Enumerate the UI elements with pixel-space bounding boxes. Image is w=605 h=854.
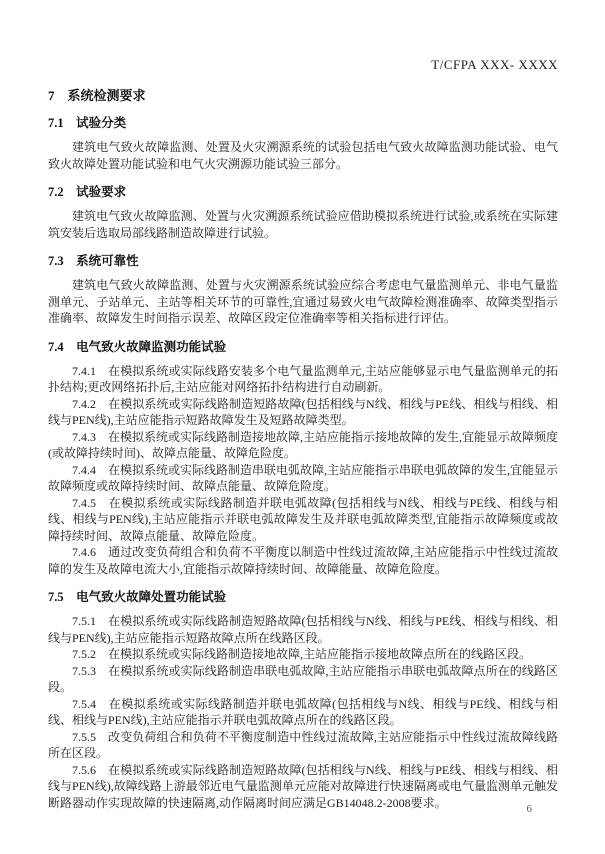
chapter-heading: 7 系统检测要求 bbox=[48, 88, 146, 103]
paragraph-7-4-6: 7.4.6 通过改变负荷组合和负荷不平衡度以制造中性线过流故障,主站应能指示中性线过流故障的发生及故障电流大小,宜能指示故障持续时间、故障能量、故障危险度。 bbox=[48, 545, 558, 576]
paragraph-7-5-1: 7.5.1 在模拟系统或实际线路制造短路故障(包括相线与N线、相线与PE线、相线与相线、相线与PEN线),主站应能指示短路故障点所在线路区段。 bbox=[48, 614, 558, 645]
page-number: 6 bbox=[526, 803, 532, 815]
paragraph-7-5-5: 7.5.5 改变负荷组合和负荷不平衡度制造中性线过流故障,主站应能指示中性线过流故障线路所在区段。 bbox=[48, 729, 558, 760]
section-heading-7-3: 7.3 系统可靠性 bbox=[48, 254, 139, 268]
document-content bbox=[48, 0, 558, 811]
section-heading-7-5: 7.5 电气致火故障处置功能试验 bbox=[48, 590, 227, 604]
paragraph-7-4-2: 7.4.2 在模拟系统或实际线路制造短路故障(包括相线与N线、相线与PE线、相线与相线、相线与PEN线),主站应能指示短路故障发生及短路故障类型。 bbox=[48, 396, 558, 427]
paragraph: 建筑电气致火故障监测、处置与火灾溯源系统试验应综合考虑电气量监测单元、非电气量监测单元、子站单元、主站等相关环节的可靠性,宜通过易致火电气故障检测准确率、故障类型指示准确率、故障发生时间指示误差、故障区段定位准确率等相关指标进行评估。 bbox=[48, 278, 558, 325]
section-heading-7-4: 7.4 电气致火故障监测功能试验 bbox=[48, 339, 227, 354]
paragraph-7-4-3: 7.4.3 在模拟系统或实际线路制造接地故障,主站应能指示接地故障的发生,宜能显示故障频度(或故障持续时间)、故障点能量、故障危险度。 bbox=[48, 429, 559, 460]
paragraph-7-5-3: 7.5.3 在模拟系统或实际线路制造串联电弧故障,主站应能指示串联电弧故障点所在的线路区段。 bbox=[48, 663, 558, 694]
section-heading-7-2: 7.2 试验要求 bbox=[48, 185, 127, 199]
paragraph: 建筑电气致火故障监测、处置及火灾溯源系统的试验包括电气致火故障监测功能试验、电气致火故障处置功能试验和电气火灾溯源功能试验三部分。 bbox=[48, 140, 558, 171]
paragraph-7-4-1: 7.4.1 在模拟系统或实际线路安装多个电气量监测单元,主站应能够显示电气量监测单元的拓扑结构;更改网络拓扑后,主站应能对网络拓扑结构进行自动刷新。 bbox=[48, 363, 558, 394]
section-heading-7-1: 7.1 试验分类 bbox=[48, 116, 127, 130]
paragraph-7-4-5: 7.4.5 在模拟系统或实际线路制造并联电弧故障(包括相线与N线、相线与PE线、相线与相线、相线与PEN线),主站应能指示并联电弧故障发生及并联电弧故障类型,宜能指示故障频度或故障持续时间、故障点能量、故障危险度。 bbox=[48, 495, 558, 543]
paragraph-7-5-4: 7.5.4 在模拟系统或实际线路制造并联电弧故障(包括相线与N线、相线与PE线、相线与相线、相线与PEN线),主站应能指示并联电弧故障点所在的线路区段。 bbox=[48, 696, 558, 727]
paragraph-7-4-4: 7.4.4 在模拟系统或实际线路制造串联电弧故障,主站应能指示串联电弧故障的发生,宜能显示故障频度或故障持续时间、故障点能量、故障危险度。 bbox=[48, 462, 559, 493]
paragraph: 建筑电气致火故障监测、处置与火灾溯源系统试验应借助模拟系统进行试验,或系统在实际建筑安装后选取局部线路制造故障进行试验。 bbox=[48, 209, 558, 240]
standard-number-header: T/CFPA XXX- XXXX bbox=[431, 57, 558, 72]
paragraph-7-5-2: 7.5.2 在模拟系统或实际线路制造接地故障,主站应能指示接地故障点所在的线路区段。 bbox=[72, 647, 532, 661]
paragraph-7-5-6: 7.5.6 在模拟系统或实际线路制造短路故障(包括相线与N线、相线与PE线、相线与相线、相线与PEN线),故障线路上游最邻近电气量监测单元应能对故障进行快速隔离或电气量监测单元触发断路器动作实现故障的快速隔离,动作隔离时间应满足GB14048.2-2008要求。 bbox=[48, 762, 558, 810]
